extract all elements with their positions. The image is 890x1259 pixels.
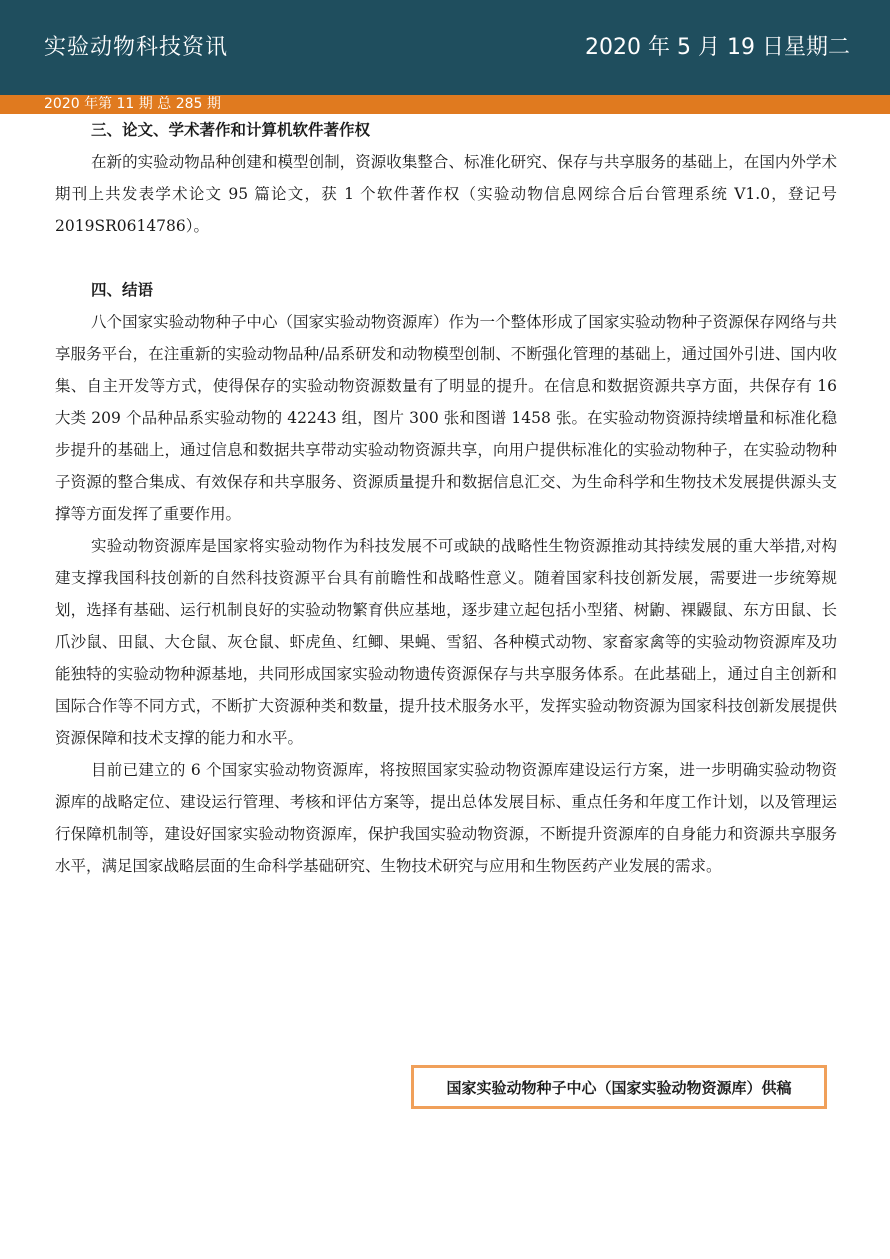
page-header: [0, 0, 890, 95]
paragraph: 在新的实验动物品种创建和模型创制，资源收集整合、标准化研究、保存与共享服务的基础上，在国内外学术期刊上共发表学术论文 95 篇论文，获 1 个软件著作权（实验动物信息网综合后台管理系统 V1.0，登记号 2019SR0614786）。: [55, 153, 837, 235]
issue-bar: [0, 95, 890, 114]
source-credit-box: [411, 1065, 827, 1109]
issue-number: 2020 年第 11 期 总 285 期: [44, 96, 221, 112]
spacer: [55, 242, 837, 274]
section-heading-papers: 三、论文、学术著作和计算机软件著作权: [91, 121, 371, 139]
publication-date: 2020 年 5 月 19 日星期二: [585, 35, 850, 60]
paragraph: 实验动物资源库是国家将实验动物作为科技发展不可或缺的战略性生物资源推动其持续发展的重大举措,对构建支撑我国科技创新的自然科技资源平台具有前瞻性和战略性意义。随着国家科技创新发展，需要进一步统筹规划，选择有基础、运行机制良好的实验动物繁育供应基地，逐步建立起包括小型猪、树鼩、裸鼹鼠、东方田鼠、长爪沙鼠、田鼠、大仓鼠、灰仓鼠、虾虎鱼、红鲫、果蝇、雪貂、各种模式动物、家畜家禽等的实验动物资源库及功能独特的实验动物种源基地，共同形成国家实验动物遗传资源保存与共享服务体系。在此基础上，通过自主创新和国际合作等不同方式，不断扩大资源种类和数量，提升技术服务水平，发挥实验动物资源为国家科技创新发展提供资源保障和技术支撑的能力和水平。: [55, 537, 837, 747]
publication-title: 实验动物科技资讯: [44, 35, 229, 60]
section-heading-conclusion: 四、结语: [91, 281, 154, 299]
paragraph: 八个国家实验动物种子中心（国家实验动物资源库）作为一个整体形成了国家实验动物种子资源保存网络与共享服务平台，在注重新的实验动物品种/品系研发和动物模型创制、不断强化管理的基础上，通过国外引进、国内收集、自主开发等方式，使得保存的实验动物资源数量有了明显的提升。在信息和数据资源共享方面，共保存有 16 大类 209 个品种品系实验动物的 42243 组，图片 300 张和图谱 1458 张。在实验动物资源持续增量和标准化稳步提升的基础上，通过信息和数据共享带动实验动物资源共享，向用户提供标准化的实验动物种子，在实验动物种子资源的整合集成、有效保存和共享服务、资源质量提升和数据信息汇交、为生命科学和生物技术发展提供源头支撑等方面发挥了重要作用。: [55, 313, 837, 523]
source-credit: 国家实验动物种子中心（国家实验动物资源库）供稿: [446, 1078, 792, 1097]
article-body: [55, 114, 837, 882]
paragraph: 目前已建立的 6 个国家实验动物资源库，将按照国家实验动物资源库建设运行方案，进一步明确实验动物资源库的战略定位、建设运行管理、考核和评估方案等，提出总体发展目标、重点任务和年度工作计划，以及管理运行保障机制等，建设好国家实验动物资源库，保护我国实验动物资源，不断提升资源库的自身能力和资源共享服务水平，满足国家战略层面的生命科学基础研究、生物技术研究与应用和生物医药产业发展的需求。: [55, 761, 837, 875]
